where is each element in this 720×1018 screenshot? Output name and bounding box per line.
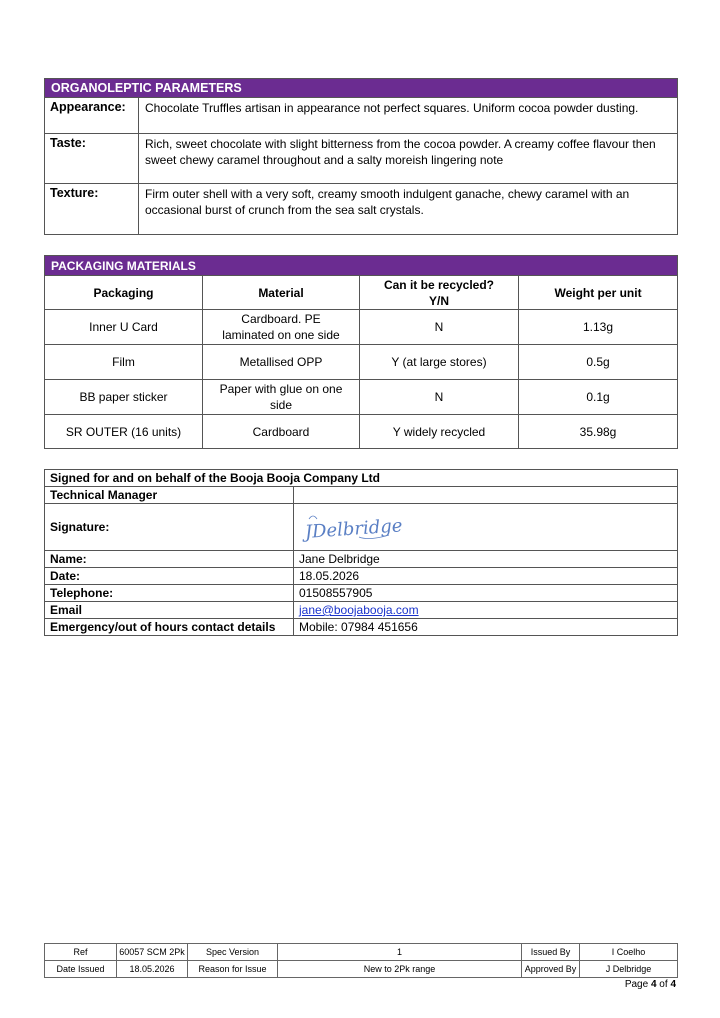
email-cell xyxy=(294,602,678,619)
table-row xyxy=(45,345,678,380)
col-header-recyclable-text: Can it be recycled? Y/N xyxy=(383,277,495,308)
recyclable-cell: Y (at large stores) xyxy=(360,345,519,380)
taste-label: Taste: xyxy=(45,134,139,184)
table-row xyxy=(45,380,678,415)
email-label: Email xyxy=(45,602,294,619)
taste-value: Rich, sweet chocolate with slight bitterness from the cocoa powder. A creamy coffee flavour then sweet chewy caramel throughout and a salty moreish lingering note xyxy=(139,134,678,184)
reason-label: Reason for Issue xyxy=(188,961,278,978)
recyclable-cell: Y widely recycled xyxy=(360,415,519,449)
weight-cell: 0.1g xyxy=(519,380,678,415)
signature-cell xyxy=(294,504,678,551)
organoleptic-title: ORGANOLEPTIC PARAMETERS xyxy=(45,79,678,98)
role-value xyxy=(294,487,678,504)
col-header-weight: Weight per unit xyxy=(519,276,678,310)
ref-label: Ref xyxy=(45,944,117,961)
packaging-cell: Inner U Card xyxy=(45,310,203,345)
page-total: 4 xyxy=(670,979,676,990)
reason-value: New to 2Pk range xyxy=(278,961,522,978)
page-prefix: Page xyxy=(624,979,651,990)
signature-label: Signature: xyxy=(45,504,294,551)
issued-by-label: Issued By xyxy=(522,944,580,961)
telephone-label: Telephone: xyxy=(45,585,294,602)
col-header-packaging: Packaging xyxy=(45,276,203,310)
weight-cell: 0.5g xyxy=(519,345,678,380)
table-row xyxy=(45,415,678,449)
material-cell: Cardboard xyxy=(203,415,360,449)
signature-image xyxy=(299,507,409,547)
material-cell xyxy=(203,380,360,415)
appearance-label: Appearance: xyxy=(45,98,139,134)
page-of: of xyxy=(656,979,671,990)
organoleptic-table xyxy=(44,78,678,235)
date-value: 18.05.2026 xyxy=(294,568,678,585)
emergency-value: Mobile: 07984 451656 xyxy=(294,619,678,636)
telephone-value: 01508557905 xyxy=(294,585,678,602)
packaging-cell: BB paper sticker xyxy=(45,380,203,415)
approved-by-value: J Delbridge xyxy=(580,961,678,978)
role-label: Technical Manager xyxy=(45,487,294,504)
name-value: Jane Delbridge xyxy=(294,551,678,568)
table-row xyxy=(45,310,678,345)
col-header-material: Material xyxy=(203,276,360,310)
material-cell: Metallised OPP xyxy=(203,345,360,380)
page-current: 4 xyxy=(650,979,657,990)
issued-by-value: I Coelho xyxy=(580,944,678,961)
date-label: Date: xyxy=(45,568,294,585)
packaging-title: PACKAGING MATERIALS xyxy=(45,256,678,276)
email-link[interactable]: jane@boojabooja.com xyxy=(299,603,419,617)
appearance-value: Chocolate Truffles artisan in appearance not perfect squares. Uniform cocoa powder dusting. xyxy=(139,98,678,134)
emergency-label: Emergency/out of hours contact details xyxy=(45,619,294,636)
ref-value: 60057 SCM 2Pk xyxy=(117,944,188,961)
weight-cell: 1.13g xyxy=(519,310,678,345)
page-number xyxy=(625,979,676,990)
recyclable-cell: N xyxy=(360,380,519,415)
date-issued-value: 18.05.2026 xyxy=(117,961,188,978)
packaging-cell: SR OUTER (16 units) xyxy=(45,415,203,449)
weight-cell: 35.98g xyxy=(519,415,678,449)
approved-by-label: Approved By xyxy=(522,961,580,978)
material-cell-text: Paper with glue on one side xyxy=(219,382,343,412)
packaging-cell: Film xyxy=(45,345,203,380)
recyclable-cell: N xyxy=(360,310,519,345)
signoff-table xyxy=(44,469,678,636)
material-cell-text: Cardboard. PE laminated on one side xyxy=(222,312,340,342)
document-footer-table xyxy=(44,943,678,978)
texture-value: Firm outer shell with a very soft, creamy smooth indulgent ganache, chewy caramel with an occasional burst of crunch from the sea salt crystals. xyxy=(139,184,678,235)
texture-label: Texture: xyxy=(45,184,139,235)
spec-version-value: 1 xyxy=(278,944,522,961)
signoff-heading: Signed for and on behalf of the Booja Booja Company Ltd xyxy=(45,470,678,487)
col-header-recyclable xyxy=(360,276,519,310)
name-label: Name: xyxy=(45,551,294,568)
date-issued-label: Date Issued xyxy=(45,961,117,978)
packaging-table xyxy=(44,255,678,449)
signature-script: JDelbridge xyxy=(304,515,404,544)
material-cell xyxy=(203,310,360,345)
spec-version-label: Spec Version xyxy=(188,944,278,961)
